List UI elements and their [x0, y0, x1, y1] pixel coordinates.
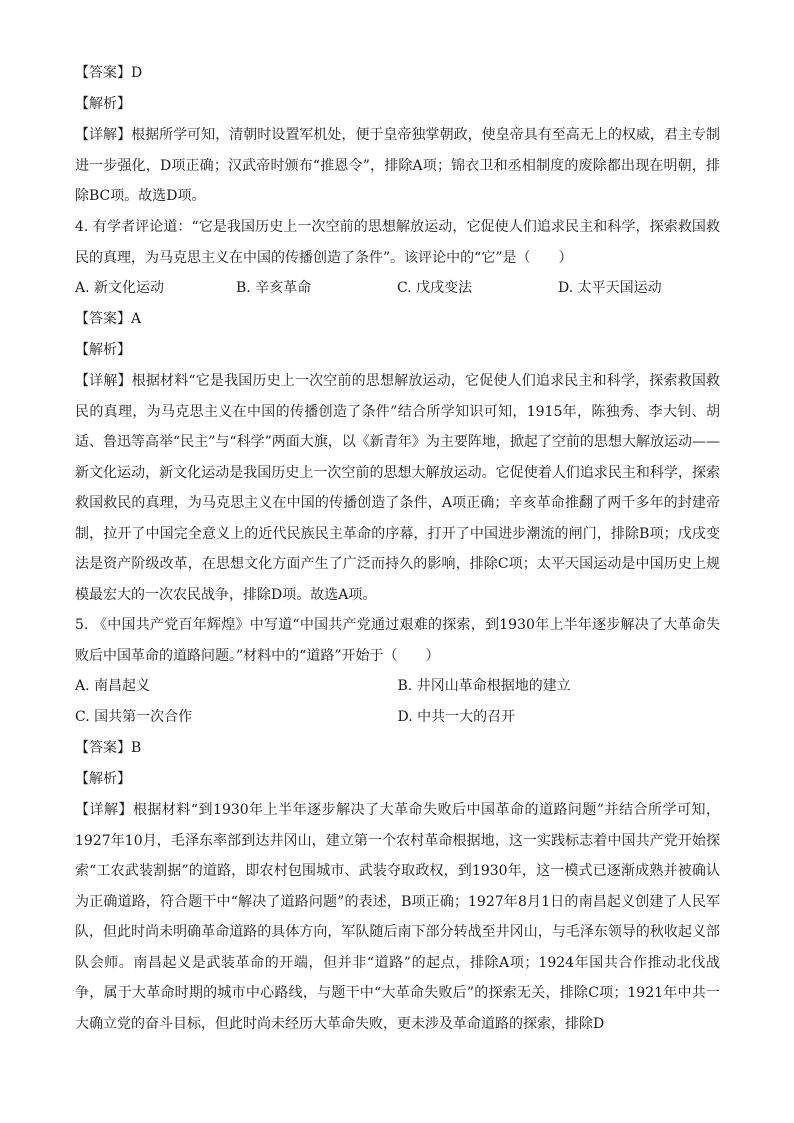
q4-stem: 4. 有学者评论道：“它是我国历史上一次空前的思想解放运动，它促使人们追求民主和科学，探索救国救民的真理，为马克思主义在中国的传播创造了条件”。该评论中的“它”是（ ）: [75, 219, 720, 266]
q5-option-a: A. 南昌起义: [75, 678, 151, 694]
q4-option-b: B. 辛亥革命: [236, 280, 312, 296]
q5-answer: 【答案】B: [75, 740, 142, 756]
q4-analysis-heading: 【解析】: [75, 342, 131, 358]
q4-options: [75, 273, 720, 304]
document-page: [75, 58, 720, 1045]
q4-detail: 【详解】根据材料“它是我国历史上一次空前的思想解放运动，它促使人们追求民主和科学，探索救国救民的真理，为马克思主义在中国的传播创造了条件”结合所学知识可知，1915年，陈独秀、李大钊、胡适、鲁迅等高举“民主”与“科学”两面大旗，以《新青年》为主要阵地，掀起了空前的思想大解放运动——新文化运动，新文化运动是我国历史上一次空前的思想大解放运动。它促使着人们追求民主和科学，探索救国救民的真理，为马克思主义在中国的传播创造了条件，A项正确；辛亥革命推翻了两千多年的封建帝制，拉开了中国完全意义上的近代民族民主革命的序幕，打开了中国进步潮流的闸门，排除B项；戊戌变法是资产阶级改革，在思想文化方面产生了广泛而持久的影响，排除C项；太平天国运动是中国历史上规模最宏大的一次农民战争，排除D项。故选A项。: [75, 373, 720, 603]
q5-options-row-2: [75, 702, 720, 733]
q4-option-d: D. 太平天国运动: [558, 280, 662, 296]
q5-option-d: D. 中共一大的召开: [397, 709, 516, 725]
q4-option-c: C. 戊戌变法: [397, 280, 473, 296]
q5-analysis-heading: 【解析】: [75, 771, 131, 787]
q3-answer: 【答案】D: [75, 65, 143, 81]
q3-analysis-heading: 【解析】: [75, 96, 131, 112]
q4-option-a: A. 新文化运动: [75, 280, 165, 296]
q5-stem: 5. 《中国共产党百年辉煌》中写道“中国共产党通过艰难的探索，到1930年上半年逐步解决了大革命失败后中国革命的道路问题。”材料中的“道路”开始于（ ）: [75, 617, 720, 664]
q5-option-c: C. 国共第一次合作: [75, 709, 193, 725]
q5-options-row-1: [75, 671, 720, 702]
q3-detail: 【详解】根据所学可知，清朝时设置军机处，便于皇帝独掌朝政，使皇帝具有至高无上的权威，君主专制进一步强化，D项正确；汉武帝时颁布“推恩令”，排除A项；锦衣卫和丞相制度的废除都出现在明朝，排除BC项。故选D项。: [75, 127, 720, 204]
q5-option-b: B. 井冈山革命根据地的建立: [397, 678, 571, 694]
q4-answer: 【答案】A: [75, 311, 142, 327]
q5-detail: 【详解】根据材料“到1930年上半年逐步解决了大革命失败后中国革命的道路问题”并结合所学可知，1927年10月，毛泽东率部到达井冈山，建立第一个农村革命根据地，这一实践标志着中国共产党开始探索“工农武装割据”的道路，即农村包围城市、武装夺取政权，到1930年，这一模式已逐渐成熟并被确认为正确道路，符合题干中“解决了道路问题”的表述，B项正确；1927年8月1日的南昌起义创建了人民军队，但此时尚未明确革命道路的具体方向，军队随后南下部分转战至井冈山，与毛泽东领导的秋收起义部队会师。南昌起义是武装革命的开端，但并非“道路”的起点，排除A项；1924年国共合作推动北伐战争，属于大革命时期的城市中心路线，与题干中“大革命失败后”的探索无关，排除C项；1921年中共一大确立党的奋斗目标，但此时尚未经历大革命失败，更未涉及革命道路的探索，排除D: [75, 802, 720, 1032]
